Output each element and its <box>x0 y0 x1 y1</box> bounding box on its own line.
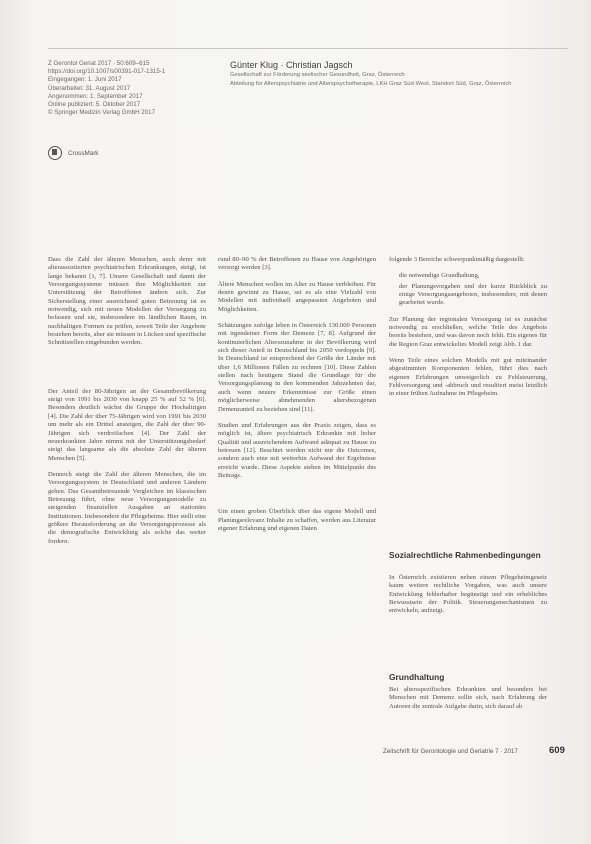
paragraph: Schätzungen zufolge leben in Österreich 130.000 Personen mit irgendeiner Form der Demenz [7, 8]. Aufgrund der kontinuierlichen Alterszunahme in der Bevölkerung wird sich dieser Anteil in Deutschland bis 2050 verdoppeln [9]. In Deutschland ist entsprechend der Größe der Länder mit über 1,6 Millionen Fällen zu rechnen [10]. Diese Zahlen stellen nach heutigem Stand die Grundlage für die Versorgungsplanung in den kommenden Jahrzehnten dar, auch wenn neuere Erkenntnisse zur Größe einen möglicherweise abnehmenden altersbezogenen Demenzanteil zu beziehen sind [11]. <box>218 322 376 413</box>
affiliation: Gesellschaft zur Förderung seelischer Gesundheit, Graz, Österreich <box>230 72 405 78</box>
paragraph: Bei altersspezifischen Erkrankten und besonders bei Menschen mit Demenz sollte sich, nach Erfahrung der Autoren die zentrale Aufgabe darin, sich darauf ab <box>389 686 547 710</box>
list-item: die notwendige Grundhaltung, <box>399 272 480 280</box>
journal-footer: Zeitschrift für Gerontologie und Geriatrie 7 · 2017 <box>383 748 518 755</box>
column-1 <box>48 256 206 554</box>
paragraph: Um einen groben Überblick über das eigene Modell und Planungsrelevanz Inhalte zu schaffen, werden aus Literatur eigener Erfahrung und eigenen Daten <box>218 508 376 532</box>
paragraph: Dass die Zahl der älteren Menschen, auch derer mit alterassoziierten psychiatrischen Erkrankungen, steigt, ist lange bekannt [1, 7]. Unsere Gesellschaft und damit der Versorgungssysteme müssen ihre Möglichkeiten zur Unterstützung der Betroffenen ändern sich. Zur Sicherstellung einer ausreichend guten Betreuung ist es notwendig, sich mit neuen Modellen der Versorgung zu befassen und sie, insbesondere im ländlichen Raum, in nachhaltigen Formen zu prüfen, soweit Teile der Angebote bestehen bereits, aber sie müssen in Lücken und spezifische Schnittstellen eingebunden werden. <box>48 256 207 347</box>
article-metadata <box>48 60 218 117</box>
paragraph: rund 80–90 % der Betroffenen zu Hause von Angehörigen versorgt werden [3]. <box>218 256 376 272</box>
column-3-section <box>389 574 547 624</box>
column-2 <box>218 256 376 541</box>
list-item: der Planungsvorgaben und der kurze Rückblick zu einige Versorgungsangeboten, insbesondere, mit denen gearbeitet wurde. <box>399 282 547 307</box>
affiliation: Abteilung für Alterspsychiatrie und Alterspsychotherapie, LKH Graz Süd-West, Standort Süd, Graz, Österreich <box>230 81 512 88</box>
paragraph: Ältere Menschen wollen im Alter zu Hause verbleiben. Für denen gewinnt zu Hause, sei es als eine Vielzahl von Modellen mit individuell angepassten Angeboten und Möglichkeiten. <box>218 280 376 313</box>
crossmark-label: CrossMark <box>68 149 99 157</box>
author-names: Günter Klug · Christian Jagsch <box>230 60 353 70</box>
crossmark-badge[interactable] <box>48 146 98 160</box>
meta-line: Eingegangen: 1. Juni 2017 <box>48 76 122 84</box>
header-rule <box>48 48 568 49</box>
column-3-section <box>389 686 547 719</box>
meta-line: © Springer Medizin Verlag GmbH 2017 <box>48 109 156 117</box>
paragraph: Der Anteil der 80-Jährigen an der Gesamtbevölkerung steigt von 1991 bis 2030 von knapp 25 % auf 52 % [6]. Besonders deutlich wächst die Gruppe der Hochaltrigen [4]. Die Zahl der über 75-Jährigen wird von 1991 bis 2030 um mehr als ein Drittel ansteigen, die Zahl der über 90-Jährigen sich verdreifachen [4]. Der Zahl der neuerkrankten Jahre nimmt mit der Unterstützungsbedarf steigt das langsame als die absolute Zahl der älteren Menschen [5]. <box>48 387 206 462</box>
section-heading: Sozialrechtliche Rahmenbedingungen <box>389 550 541 560</box>
meta-line: Angenommen: 1. September 2017 <box>48 92 143 100</box>
paragraph: Dennoch steigt die Zahl der älteren Menschen, die im Versorgungssystem in Deutschland und anderen Ländern gehen. Das Gesamtbetreuende Vergleichen im klassischen Betreuung führt, ohne neue Versorgungsmodelle zu steigenden finanziellen Ausgaben an stationäre Institutionen. Insbesondere die Pflegeheime. Hier stellt eine größere Herausforderung an die Versorgungsprozesse als die demografische Entwicklung als solche das weiter fordern. <box>48 470 206 545</box>
page-number: 609 <box>549 745 565 756</box>
paragraph: folgende 3 Bereiche schwerpunktmäßig dargestellt: <box>389 256 525 263</box>
meta-line: Z Gerontol Geriat 2017 · 50:609–615 <box>48 60 150 67</box>
doi-link[interactable]: https://doi.org/10.1007/s00391-017-1315-1 <box>48 68 166 76</box>
column-3 <box>389 256 547 407</box>
paragraph: In Österreich existieren neben einem Pflegeheimgesetz kaum weitere rechtliche Vorgaben, was auch unsere Entwicklung fehlerhafter begünstigt und ein erhebliches Bewusstsein der Politik. Steuerungsmechanismen zu entwickeln, aufzeigt. <box>389 574 547 615</box>
paragraph: Wenn Teile eines solchen Modells mit gut miteinander abgestimmten Komponenten fehlen, führt dies nach eigenen Erfahrungen unweigerlich zu Fehlsteuerung, Fehlversorgung und -abbruch und resultiert meist letztlich in einer frühen Aufnahme im Pflegeheim. <box>389 357 547 398</box>
paragraph: Zur Planung der regionalen Versorgung ist es zunächst notwendig zu erschließen, welche Teile des Angebots bereits bestehen, und was davon noch fehlt. Ein eigenes für die Region Graz entwickeltes Modell zeigt Abb. 1 dar. <box>389 315 547 348</box>
meta-line: Überarbeitet: 31. August 2017 <box>48 84 131 92</box>
crossmark-icon <box>48 146 62 160</box>
author-affiliations <box>230 72 560 91</box>
section-heading: Grundhaltung <box>389 672 445 682</box>
paragraph: Studien und Erfahrungen aus der Praxis zeigen, dass es möglich ist, ältere psychiatrisch Erkrankte mit hoher Qualität und ausreichendem Aufwand adäquat zu Hause zu betreuen [12]. Beachtet werden nicht nur die Outcomes, sondern auch eine mit weiterhin Aufwand der Ergebnisse erreicht wurde. Diese Aspekte stehen im Mittelpunkt des Beitrags. <box>218 421 376 479</box>
meta-line: Online publiziert: 5. Oktober 2017 <box>48 101 141 109</box>
